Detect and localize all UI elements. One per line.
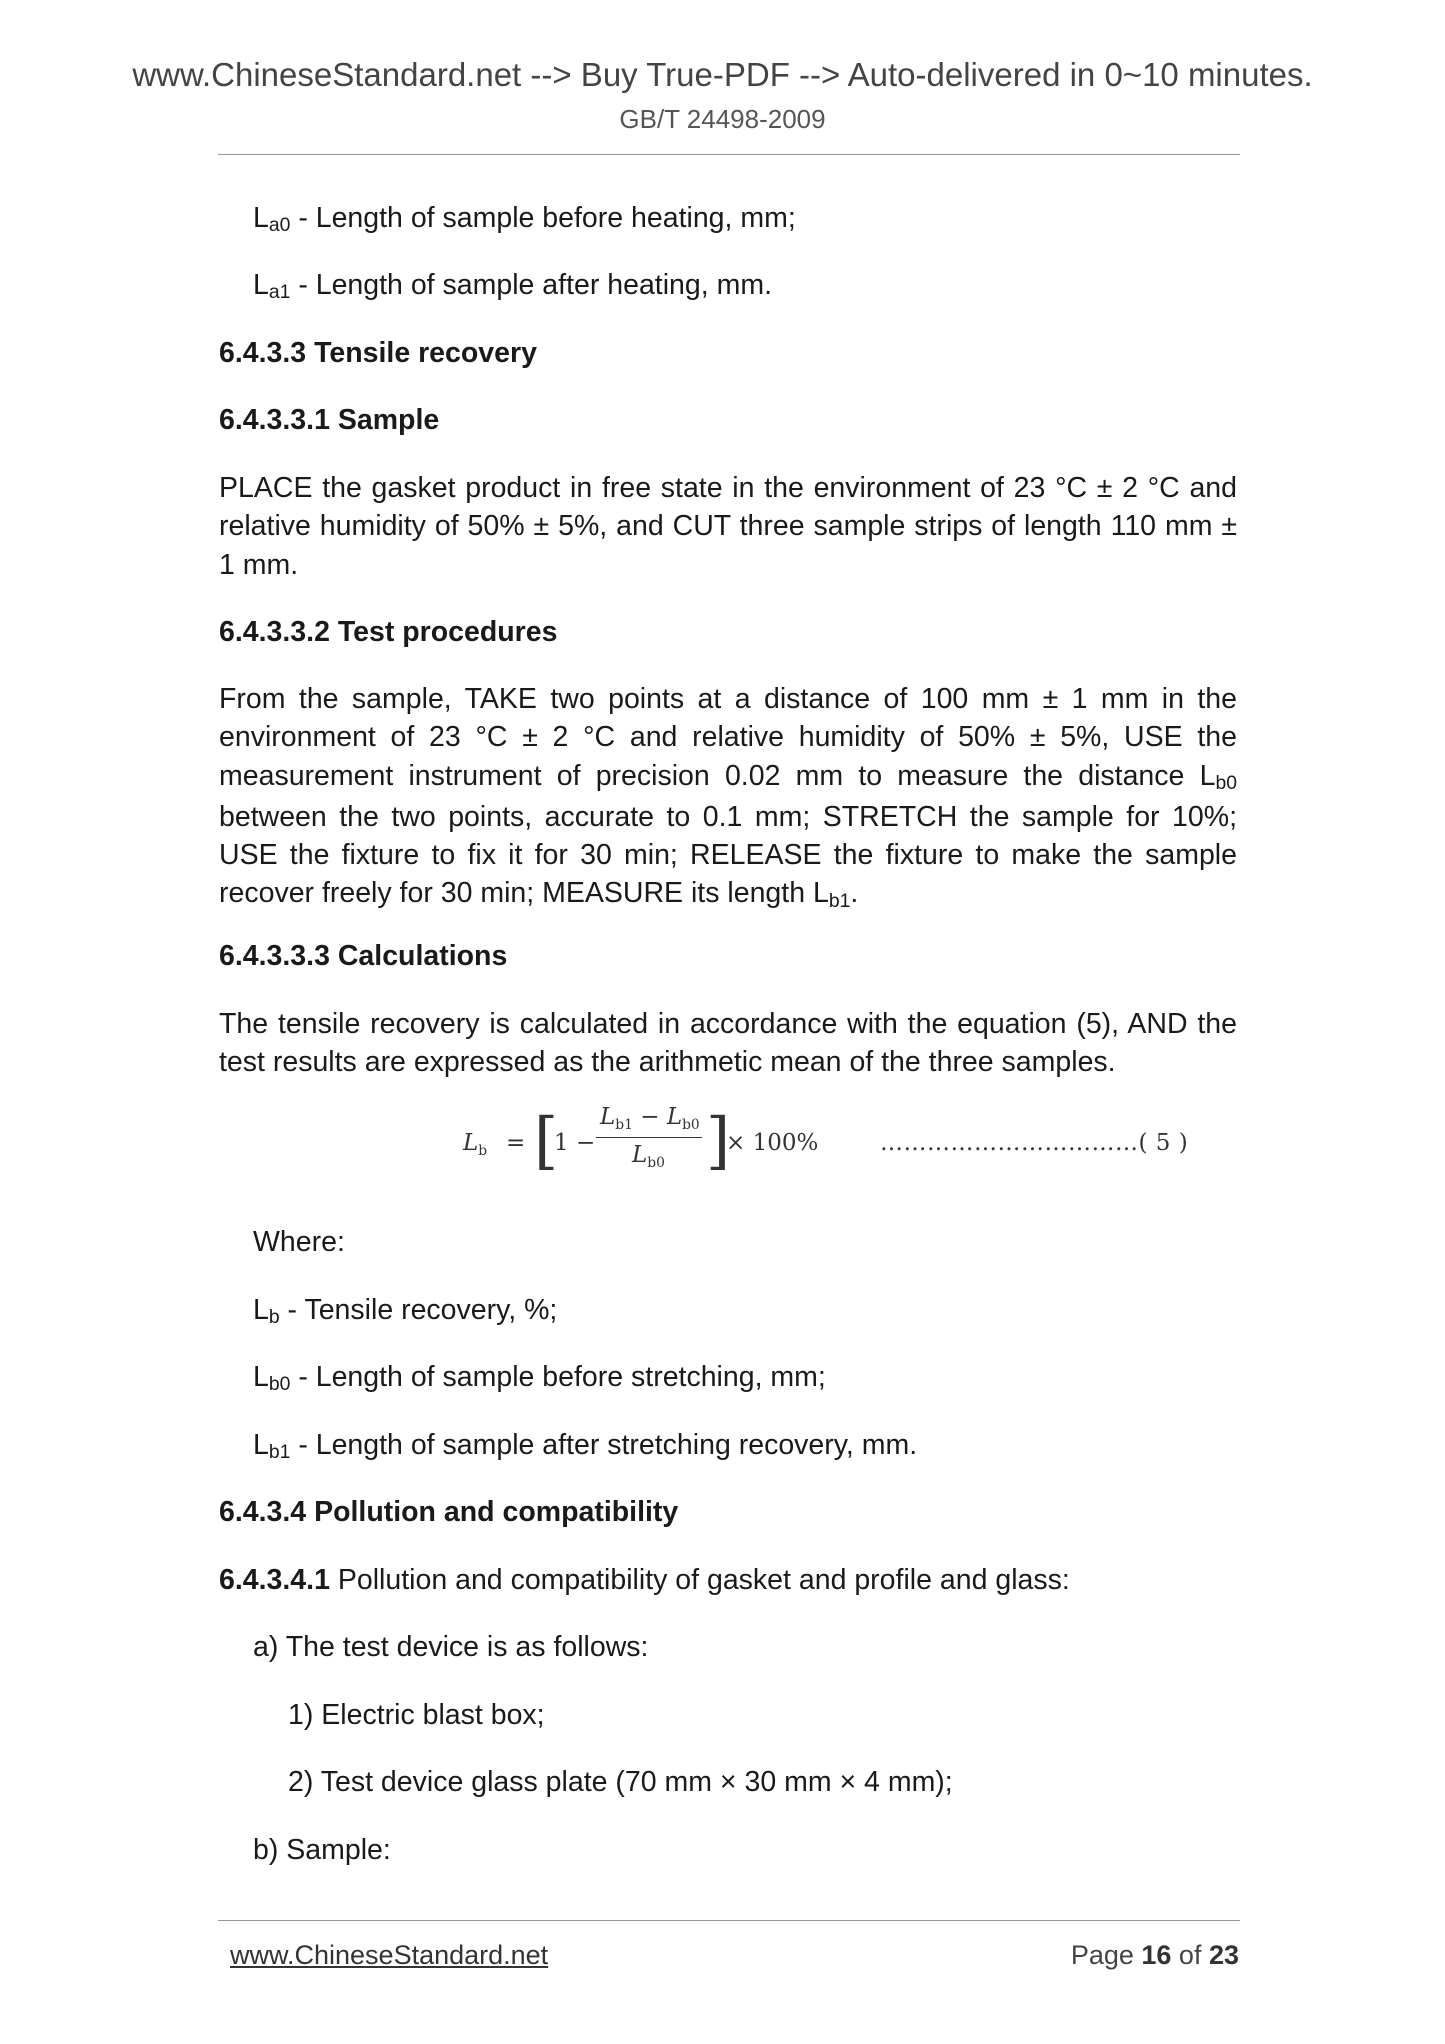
where-label: Where:: [253, 1226, 345, 1258]
header-divider: [218, 154, 1240, 155]
equation-number: ……………………………( 5 ): [880, 1130, 1189, 1156]
heading-pollution-compatibility: 6.4.3.4 Pollution and compatibility: [219, 1496, 679, 1528]
definition-lb: Lb - Tensile recovery, %;: [253, 1294, 558, 1329]
definition-lb0: Lb0 - Length of sample before stretching, mm;: [253, 1361, 826, 1396]
formula-one-minus: 1 −: [554, 1130, 596, 1156]
definition-la1: La1 - Length of sample after heating, mm.: [253, 269, 772, 304]
heading-sample: 6.4.3.3.1 Sample: [219, 404, 440, 436]
definition-la0: La0 - Length of sample before heating, mm;: [253, 202, 796, 237]
clause-6-4-3-4-1: 6.4.3.4.1 Pollution and compatibility of gasket and profile and glass:: [219, 1564, 1070, 1596]
standard-code: GB/T 24498-2009: [619, 104, 826, 134]
formula-times-100: × 100%: [726, 1130, 819, 1156]
formula-close-bracket: ]: [706, 1104, 731, 1177]
page-indicator: Page 16 of 23: [1070, 1940, 1239, 1970]
list-item-a: a) The test device is as follows:: [253, 1631, 649, 1663]
formula-numerator: $L_{b1} - L_{b0}$: [600, 1104, 700, 1133]
list-item-a2: 2) Test device glass plate (70 mm × 30 mm × 4 mm);: [288, 1766, 953, 1798]
formula-equals: =: [506, 1130, 526, 1156]
footer-website-link[interactable]: www.ChineseStandard.net: [230, 1940, 549, 1970]
list-item-a1: 1) Electric blast box;: [288, 1699, 545, 1731]
heading-calculations: 6.4.3.3.3 Calculations: [219, 940, 508, 972]
list-item-b: b) Sample:: [253, 1834, 391, 1866]
formula-denominator: $L_{b0}$: [632, 1142, 665, 1171]
footer-divider: [218, 1920, 1240, 1921]
calculation-paragraph: The tensile recovery is calculated in accordance with the equation (5), AND the test results are expressed as the arithmetic mean of the three samples.: [219, 1008, 1237, 1079]
sample-paragraph: PLACE the gasket product in free state in the environment of 23 °C ± 2 °C and relative humidity of 50% ± 5%, and CUT three sample strips of length 110 mm ± 1 mm.: [219, 472, 1237, 581]
fraction-bar: [596, 1137, 702, 1138]
definition-lb1: Lb1 - Length of sample after stretching recovery, mm.: [253, 1429, 918, 1464]
heading-tensile-recovery: 6.4.3.3 Tensile recovery: [219, 337, 537, 369]
formula-open-bracket: [: [534, 1104, 559, 1177]
procedure-paragraph: From the sample, TAKE two points at a distance of 100 mm ± 1 mm in the environment of 23 °C ± 2 °C and relative humidity of 50% ± 5%, USE the measurement instrument of precision 0.02 mm to measure the distance Lb0 between the two points, accurate to 0.1 mm; STRETCH the sample for 10%; USE the fixture to fix it for 30 min; RELEASE the fixture to make the sample recover freely for 30 min; MEASURE its length Lb1.: [219, 683, 1237, 912]
formula-lhs: $L_b$: [463, 1130, 488, 1159]
heading-test-procedures: 6.4.3.3.2 Test procedures: [219, 616, 558, 648]
header-banner: www.ChineseStandard.net --> Buy True-PDF --> Auto-delivered in 0~10 minutes.: [132, 56, 1313, 93]
